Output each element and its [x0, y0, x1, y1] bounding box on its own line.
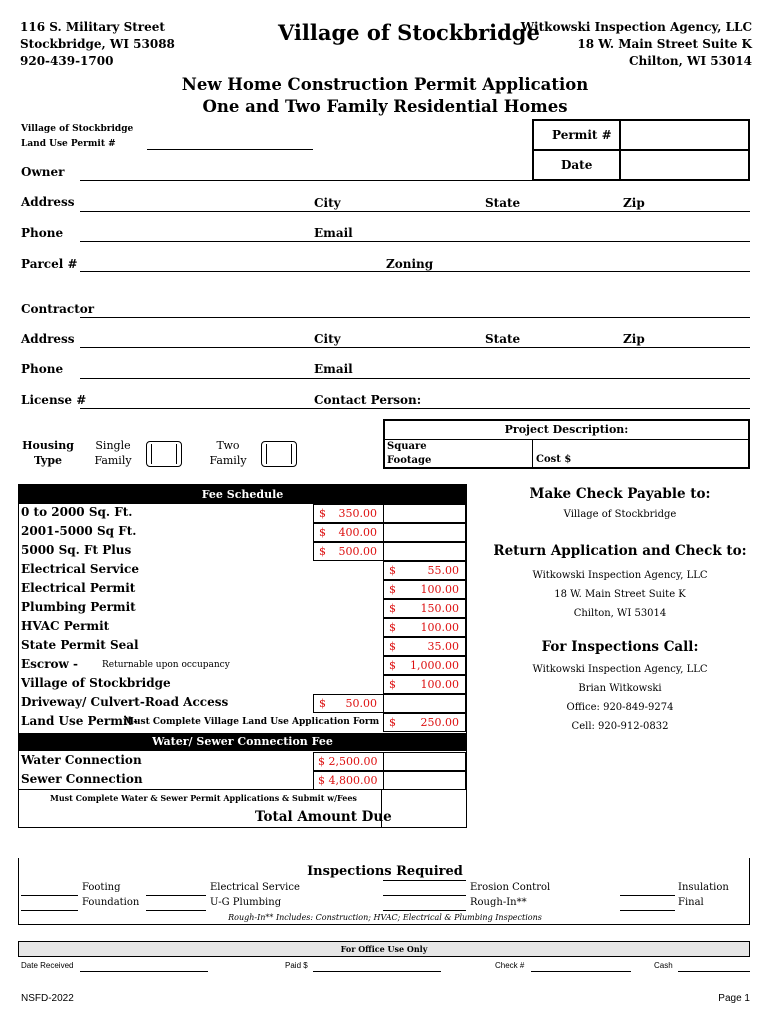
insulation-label: Insulation [678, 882, 729, 893]
fee-label: Driveway/ Culvert-Road Access [21, 695, 229, 709]
fee-label: 0 to 2000 Sq. Ft. [21, 505, 133, 519]
water-sewer-title: Water/ Sewer Connection Fee [19, 733, 466, 751]
fee-schedule-title: Fee Schedule [19, 485, 466, 504]
fee-dollar-sign: $ [389, 716, 396, 729]
contractor-label: Contractor [21, 302, 95, 316]
water-cell-b[interactable] [383, 771, 466, 790]
housing-type-label: Housing Type [22, 439, 74, 467]
fee-amount: 50.00 [345, 697, 377, 710]
fee-label: Electrical Service [21, 562, 139, 576]
fee-label: Electrical Permit [21, 581, 136, 595]
address-line: 116 S. Military Street [20, 20, 165, 34]
cash-field[interactable] [678, 971, 750, 972]
phone-label: Phone [21, 226, 64, 240]
contractor-email-label: Email [314, 362, 353, 376]
footing-label: Footing [82, 882, 121, 893]
total-amount-field[interactable] [382, 790, 466, 827]
fee-dollar-sign: $ [389, 602, 396, 615]
address-line: Witkowski Inspection Agency, LLC [520, 20, 752, 34]
form-title: New Home Construction Permit Application One and Two Family Residential Homes [181, 75, 589, 116]
contact-person-label: Contact Person: [314, 393, 422, 407]
fee-cell-b [383, 694, 466, 713]
fee-amount: 35.00 [427, 640, 459, 653]
fee-label: Plumbing Permit [21, 600, 136, 614]
fee-label: 5000 Sq. Ft Plus [21, 543, 132, 557]
fee-amount: 100.00 [420, 678, 459, 691]
payable-value: Village of Stockbridge [563, 509, 677, 520]
water-sewer-label: Sewer Connection [21, 772, 143, 786]
phone-field[interactable] [80, 241, 750, 242]
fee-label: HVAC Permit [21, 619, 110, 633]
inspections-contact: Witkowski Inspection Agency, LLC Brian Witkowski Office: 920-849-9274 Cell: 920-912-0832 [532, 664, 708, 732]
address-label: Address [21, 195, 75, 209]
fee-cell-a [313, 713, 383, 732]
rough-in-note: Rough-In** Includes: Construction; HVAC; Electrical & Plumbing Inspections [228, 913, 542, 922]
office-use-bar: For Office Use Only [18, 941, 750, 957]
contractor-address-field[interactable] [80, 347, 750, 348]
address-field[interactable] [80, 211, 750, 212]
fee-cell-a [313, 637, 383, 656]
fee-note: Returnable upon occupancy [102, 660, 230, 670]
fee-amount: 350.00 [338, 507, 377, 520]
fee-dollar-sign: $ [389, 640, 396, 653]
owner-field[interactable] [80, 180, 750, 181]
contractor-phone-field[interactable] [80, 378, 750, 379]
payable-heading: Make Check Payable to: [529, 486, 711, 502]
final-label: Final [678, 897, 704, 908]
foundation-check[interactable] [21, 910, 78, 911]
fee-amount: 500.00 [338, 545, 377, 558]
fee-label: Escrow - [21, 657, 79, 671]
footing-check[interactable] [21, 895, 78, 896]
check-number-label: Check # [495, 961, 525, 970]
fee-cell-b [383, 542, 466, 561]
contractor-city-label: City [314, 332, 341, 346]
date-received-label: Date Received [21, 961, 74, 970]
fee-cell-a [313, 656, 383, 675]
fee-cell-a [313, 561, 383, 580]
license-label: License # [21, 393, 87, 407]
fee-dollar-sign: $ [389, 621, 396, 634]
fee-dollar-sign: $ [389, 678, 396, 691]
project-description-title: Project Description: [504, 423, 629, 436]
fee-dollar-sign: $ [389, 564, 396, 577]
erosion-line-top [383, 880, 466, 881]
fee-amount: 1,000.00 [410, 659, 459, 672]
check-number-field[interactable] [531, 971, 631, 972]
inspections-call-heading: For Inspections Call: [541, 639, 699, 655]
ug-plumbing-check[interactable] [146, 910, 206, 911]
parcel-field[interactable] [80, 271, 750, 272]
fee-label: 2001-5000 Sq Ft. [21, 524, 137, 538]
final-check[interactable] [620, 910, 675, 911]
fee-dollar-sign: $ [389, 659, 396, 672]
owner-label: Owner [21, 165, 65, 179]
landuse-label: Village of Stockbridge Land Use Permit # [21, 124, 134, 149]
fee-label: Land Use Permit- [21, 714, 138, 728]
fee-dollar-sign: $ [319, 526, 326, 539]
form-code: NSFD-2022 [21, 993, 74, 1004]
fee-label: Village of Stockbridge [21, 676, 171, 690]
state-label: State [485, 196, 521, 210]
fee-amount: 400.00 [338, 526, 377, 539]
single-family-checkbox[interactable] [146, 441, 182, 467]
fee-dollar-sign: $ [319, 697, 326, 710]
fee-note: Must Complete Village Land Use Application Form [124, 717, 380, 727]
water-sewer-label: Water Connection [21, 753, 142, 767]
contractor-phone-label: Phone [21, 362, 64, 376]
fee-cell-b [383, 504, 466, 523]
ug-plumbing-label: U-G Plumbing [210, 897, 282, 908]
cash-label: Cash [654, 961, 673, 970]
fee-amount: 100.00 [420, 621, 459, 634]
address-line: Chilton, WI 53014 [628, 54, 752, 68]
insulation-check[interactable] [620, 895, 675, 896]
paid-field[interactable] [313, 971, 441, 972]
fee-cell-a [313, 618, 383, 637]
address-line: 18 W. Main Street Suite K [577, 37, 752, 51]
date-received-field[interactable] [80, 971, 208, 972]
permit-number-field[interactable] [621, 121, 748, 149]
license-field[interactable] [80, 408, 750, 409]
erosion-control-check[interactable] [383, 895, 466, 896]
return-address: Witkowski Inspection Agency, LLC 18 W. Main Street Suite K Chilton, WI 53014 [532, 570, 708, 619]
city-label: City [314, 196, 341, 210]
fee-cell-a [313, 675, 383, 694]
water-sewer-amount: $ 2,500.00 [318, 755, 378, 768]
fee-label: State Permit Seal [21, 638, 139, 652]
fee-cell-b [383, 523, 466, 542]
water-sewer-amount: $ 4,800.00 [318, 774, 378, 787]
contractor-zip-label: Zip [623, 332, 645, 346]
zip-label: Zip [623, 196, 645, 210]
fee-cell-a [313, 580, 383, 599]
zoning-label: Zoning [386, 257, 434, 271]
fee-dollar-sign: $ [389, 583, 396, 596]
contractor-address-label: Address [21, 332, 75, 346]
date-field[interactable] [621, 151, 748, 179]
foundation-label: Foundation [82, 897, 140, 908]
inspections-required-title: Inspections Required [307, 864, 463, 879]
square-footage-label: Square Footage [387, 441, 432, 466]
fee-amount: 150.00 [420, 602, 459, 615]
electrical-service-check[interactable] [146, 895, 206, 896]
cost-label: Cost $ [536, 454, 572, 465]
single-family-label: Single Family [94, 439, 132, 467]
fee-amount: 55.00 [427, 564, 459, 577]
rough-in-label: Rough-In** [470, 897, 527, 908]
total-amount-label: Total Amount Due [255, 809, 392, 825]
page-number: Page 1 [718, 993, 750, 1004]
electrical-service-label: Electrical Service [210, 882, 300, 893]
fee-amount: 250.00 [420, 716, 459, 729]
rough-in-check[interactable] [383, 910, 466, 911]
address-line: Stockbridge, WI 53088 [20, 37, 175, 51]
fee-dollar-sign: $ [319, 507, 326, 520]
contractor-field[interactable] [80, 317, 750, 318]
project-description-box [383, 419, 750, 469]
fee-dollar-sign: $ [319, 545, 326, 558]
erosion-control-label: Erosion Control [470, 882, 551, 893]
page-title: Village of Stockbridge [278, 20, 540, 45]
water-sewer-note: Must Complete Water & Sewer Permit Applications & Submit w/Fees [50, 793, 357, 803]
date-label: Date [561, 158, 593, 172]
contractor-state-label: State [485, 332, 521, 346]
paid-label: Paid $ [285, 961, 308, 970]
agency-address-right [521, 19, 752, 70]
email-label: Email [314, 226, 353, 240]
two-family-checkbox[interactable] [261, 441, 297, 467]
fee-cell-a [313, 599, 383, 618]
permit-box [532, 119, 750, 181]
two-family-label: Two Family [209, 439, 247, 467]
permit-number-label: Permit # [552, 128, 612, 142]
return-heading: Return Application and Check to: [493, 543, 747, 559]
agency-address-left [20, 19, 175, 70]
landuse-field[interactable] [147, 149, 313, 150]
fee-amount: 100.00 [420, 583, 459, 596]
phone-line: 920-439-1700 [20, 54, 114, 68]
water-cell-b[interactable] [383, 752, 466, 771]
parcel-label: Parcel # [21, 257, 78, 271]
